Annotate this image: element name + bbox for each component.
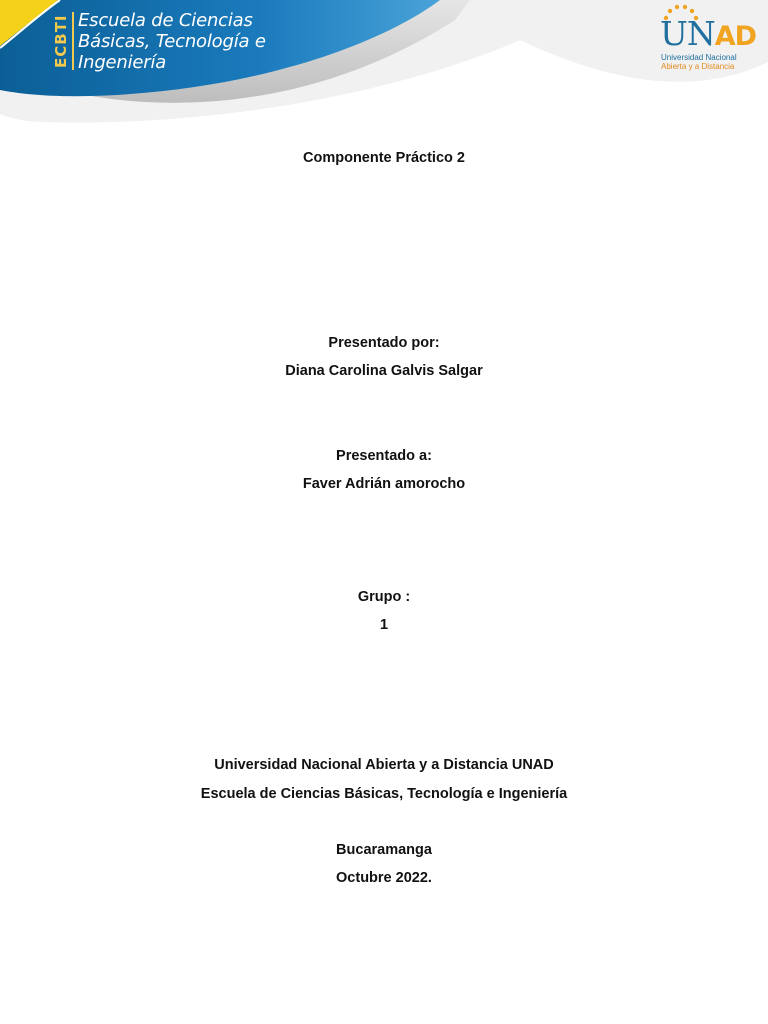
group-value: 1	[379, 617, 389, 633]
ecbti-acronym: ECBTI	[52, 14, 70, 68]
unad-wordmark: UNAD	[660, 14, 756, 53]
ecbti-divider	[72, 12, 74, 70]
school-banner-line2: Básicas, Tecnología e	[78, 31, 266, 52]
school-banner-line3: Ingeniería	[78, 52, 167, 73]
group-label: Grupo :	[357, 589, 411, 605]
date: Octubre 2022.	[336, 870, 432, 886]
unad-subtitle-1: Universidad Nacional	[661, 53, 737, 62]
unad-logo	[658, 4, 756, 72]
presented-by-name: Diana Carolina Galvis Salgar	[285, 363, 483, 379]
university-name: Universidad Nacional Abierta y a Distancia UNAD	[214, 757, 554, 773]
document-title: Componente Práctico 2	[303, 150, 465, 166]
school-banner-line1: Escuela de Ciencias	[78, 10, 253, 31]
presented-to-name: Faver Adrián amorocho	[302, 476, 466, 492]
city: Bucaramanga	[336, 842, 432, 858]
presented-to-label: Presentado a:	[336, 448, 432, 464]
school-banner-name	[78, 10, 266, 73]
presented-by-label: Presentado por:	[328, 335, 440, 351]
unad-subtitle-2: Abierta y a Distancia	[661, 62, 735, 71]
school-name: Escuela de Ciencias Básicas, Tecnología e Ingeniería	[200, 786, 568, 802]
